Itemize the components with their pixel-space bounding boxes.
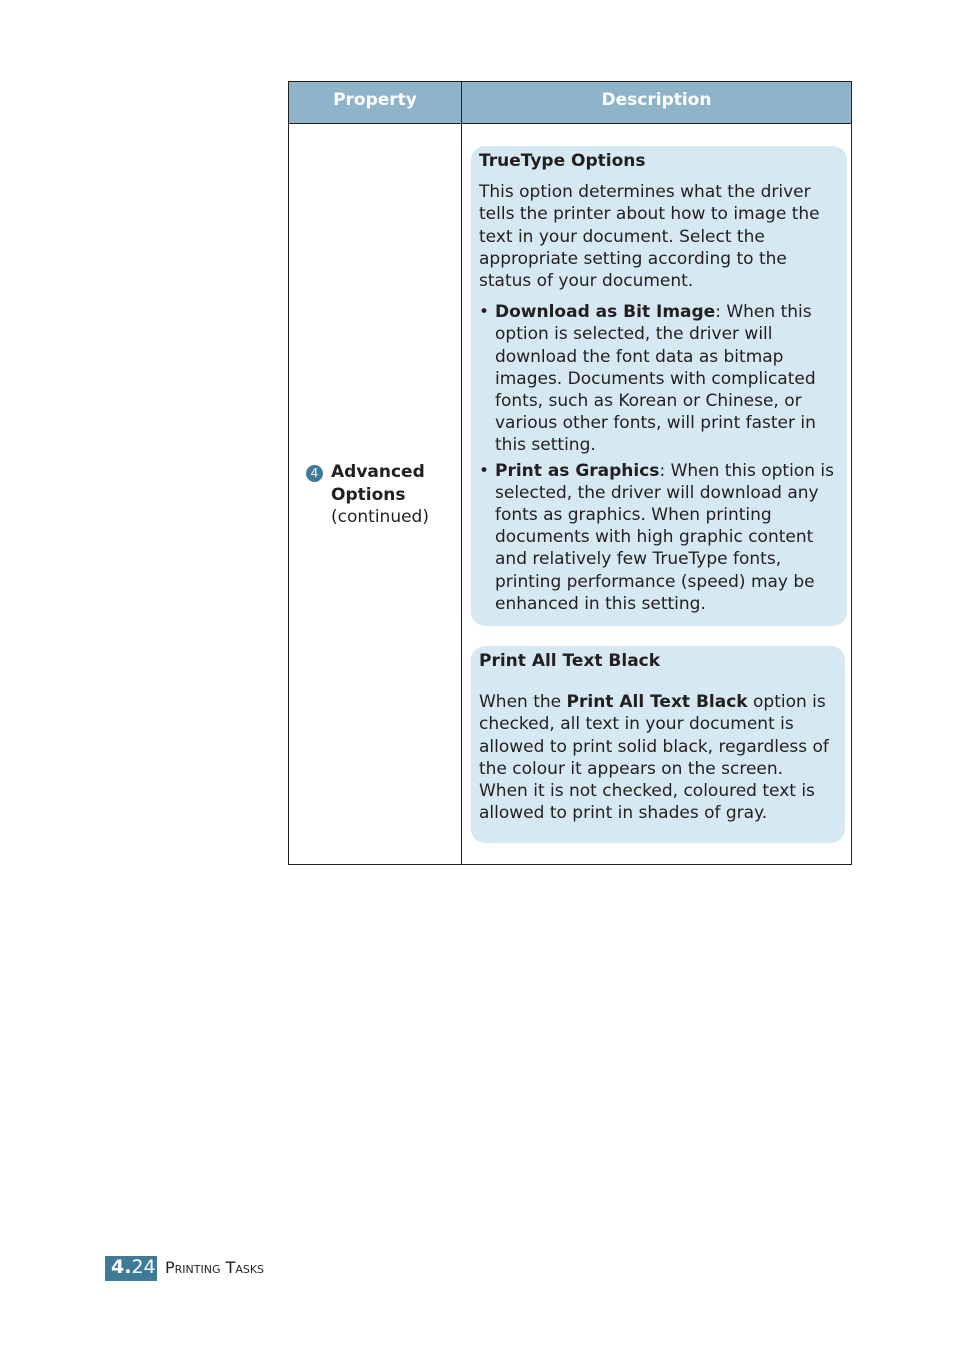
print-black-pre: When the [479,692,567,713]
print-black-term: Print All Text Black [566,692,748,713]
page-number [105,1256,157,1281]
page-number-value: 24 [131,1256,156,1278]
property-table [288,81,852,865]
truetype-intro: This option determines what the driver tells the printer about how to image the text in your document. Select the appropriate setting according to the status of your document. [479,182,820,292]
bullet-dot-icon: • [479,460,490,481]
bullet-download-bit-image [479,301,839,456]
bullet-print-as-graphics [479,460,839,615]
number-badge-icon: 4 [306,465,323,482]
section-title: Printing Tasks [165,1258,265,1277]
header-property: Property [333,90,417,110]
property-continued-note: (continued) [331,507,429,527]
header-description: Description [601,90,712,110]
print-all-text-black-box [471,646,845,843]
print-black-heading: Print All Text Black [479,651,661,671]
truetype-options-box [471,146,847,626]
bullet-term: Download as Bit Image [495,302,716,323]
bullet-text: : When this option is selected, the driver will download any fonts as graphics. When printing documents with high graphic content and relatively few TrueType fonts, printing performance (speed) may be enhanced in this setting. [495,460,834,614]
column-divider [461,82,462,864]
print-black-body [479,691,837,824]
print-black-post: option is checked, all text in your document is allowed to print solid black, regardless of the colour it appears on the screen. When it is not checked, coloured text is allowed to print in shades of gray. [479,692,829,824]
chapter-number: 4. [111,1256,132,1278]
table-header-row [289,82,851,124]
bullet-text: : When this option is selected, the driver will download the font data as bitmap images. Documents with complicated fonts, such as Korean or Chinese, or various other fonts, will print faster in this setting. [495,302,816,456]
property-text [331,461,456,529]
bullet-term: Print as Graphics [495,460,660,481]
truetype-heading: TrueType Options [479,151,646,171]
bullet-dot-icon: • [479,302,490,323]
property-title-line2: Options [331,484,406,505]
property-title-line1: Advanced [331,462,425,482]
